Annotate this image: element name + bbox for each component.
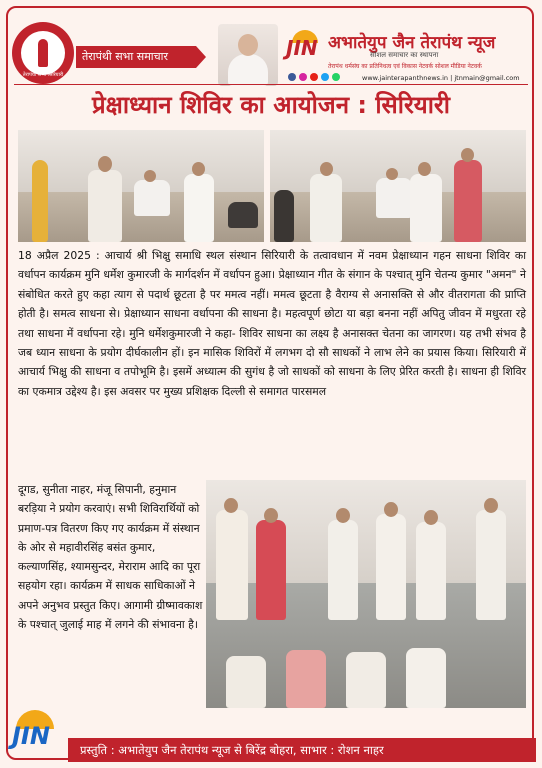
jin-logo [286, 36, 324, 68]
footer-credit: प्रस्तुति : अभातेयुप जैन तेरापंथ न्यूज से बिरेंद्र बोहरा, साभार : रोशन नाहर [68, 738, 536, 762]
youtube-icon[interactable] [310, 73, 318, 81]
photo-certificate-2 [270, 130, 526, 242]
whatsapp-icon[interactable] [332, 73, 340, 81]
brand-title: अभातेयुप जैन तेरापंथ न्यूज [328, 33, 496, 53]
acharya-figure-icon [38, 39, 48, 67]
twitter-icon[interactable] [321, 73, 329, 81]
facebook-icon[interactable] [288, 73, 296, 81]
article-column: दूगड, सुनीता नाहर, मंजू सिपानी, हनुमान बरड़िया ने प्रयोग करवाएं। सभी शिविरार्थियों को प्रमाण-पत्र वितरण किए गए कार्यक्रम में संस्थान के ओर से महावीरसिंह बसंत कुमार, कल्याणसिंह, श्यामसुन्दर, मेराराम आदि का पूरा सहयोग रहा। कार्यक्रम में साधक साधिकाओं ने अपने अनुभव प्रस्तुत किए। आगामी ग्रीष्मावकाश के पश्चात् जुलाई माह में लगने की संभावना है। [18, 483, 203, 632]
social-icons [288, 73, 340, 81]
guru-portrait [218, 24, 278, 86]
brand-description: तेरापंथ धर्मसंघ का प्रतिनिधत्व एवं विकास नेटवर्क सोशल मीडिया नेटवर्क [328, 63, 482, 70]
masthead [10, 12, 532, 82]
photo-certificate-1 [18, 130, 264, 242]
article-body: 18 अप्रैल 2025 : आचार्य श्री भिक्षु समाधि स्थल संस्थान सिरियारी के तत्वावधान में नवम प्रेक्षाध्यान गहन साधना शिविर का वर्धापन कार्यक्रम मुनि धर्मेश कुमारजी के मार्गदर्शन में वर्धापन हुआ। प्रेक्षाध्यान गीत के संगान के पश्चात् मुनि चेतन्य कुमार "अमन" ने संबोधित करते हुए कहा त्याग से पदार्थ छूटता है पर ममत्व नहीं। ममत्व छूटता है वैराग्य से अनासक्ति से और वीतरागता की प्राप्ति होती है। समत्व साधना से। प्रेक्षाध्यान साधना वर्धापना की साधना है। महत्वपूर्ण छोटा या बड़ा बनना नहीं अपितु जीवन में मधुरता रहे तथा साधना में वर्धापना रहे। मुनि धर्मेशकुमारजी ने कहा- शिविर साधना का लक्ष्य है अनासक्त चेतना का जागरण। यह तभी संभव है जब ध्यान साधना के प्रयोग दीर्घकालीन हों। इन मासिक शिविरों में लगभग दो सौ साधकों ने लाभ लेने का प्रयास किया। सिरियारी में आचार्य भिक्षु की साधना व तपोभूमि है। इसमें अध्यात्म की सुगंध है जो साधकों को साधना के लिए प्रेरित करती है। साधना ही शिविर का एकमात्र उद्देश्य है। इस अवसर पर मुख्य प्रशिक्षक दिल्ली से समागत पारसमल [18, 249, 526, 398]
brand-tagline: सोशल समाचार का स्थापना [370, 51, 439, 59]
contact-url[interactable]: www.jainterapanthnews.in | jtnmain@gmail.com [362, 74, 520, 82]
section-ribbon: तेरापंथी सभा समाचार [76, 46, 196, 68]
jin-logo-text: JIN [286, 36, 318, 60]
instagram-icon[interactable] [299, 73, 307, 81]
header-divider [14, 84, 528, 85]
footer-logo-text: JIN [12, 722, 50, 750]
page-title: प्रेक्षाध्यान शिविर का आयोजन : सिरियारी [92, 91, 450, 119]
sabha-logo [12, 22, 74, 84]
logo-ring-text: तेरापंथी सभा सिरियारी [22, 72, 64, 78]
photo-participants [206, 480, 526, 708]
footer-jin-logo [6, 708, 64, 762]
